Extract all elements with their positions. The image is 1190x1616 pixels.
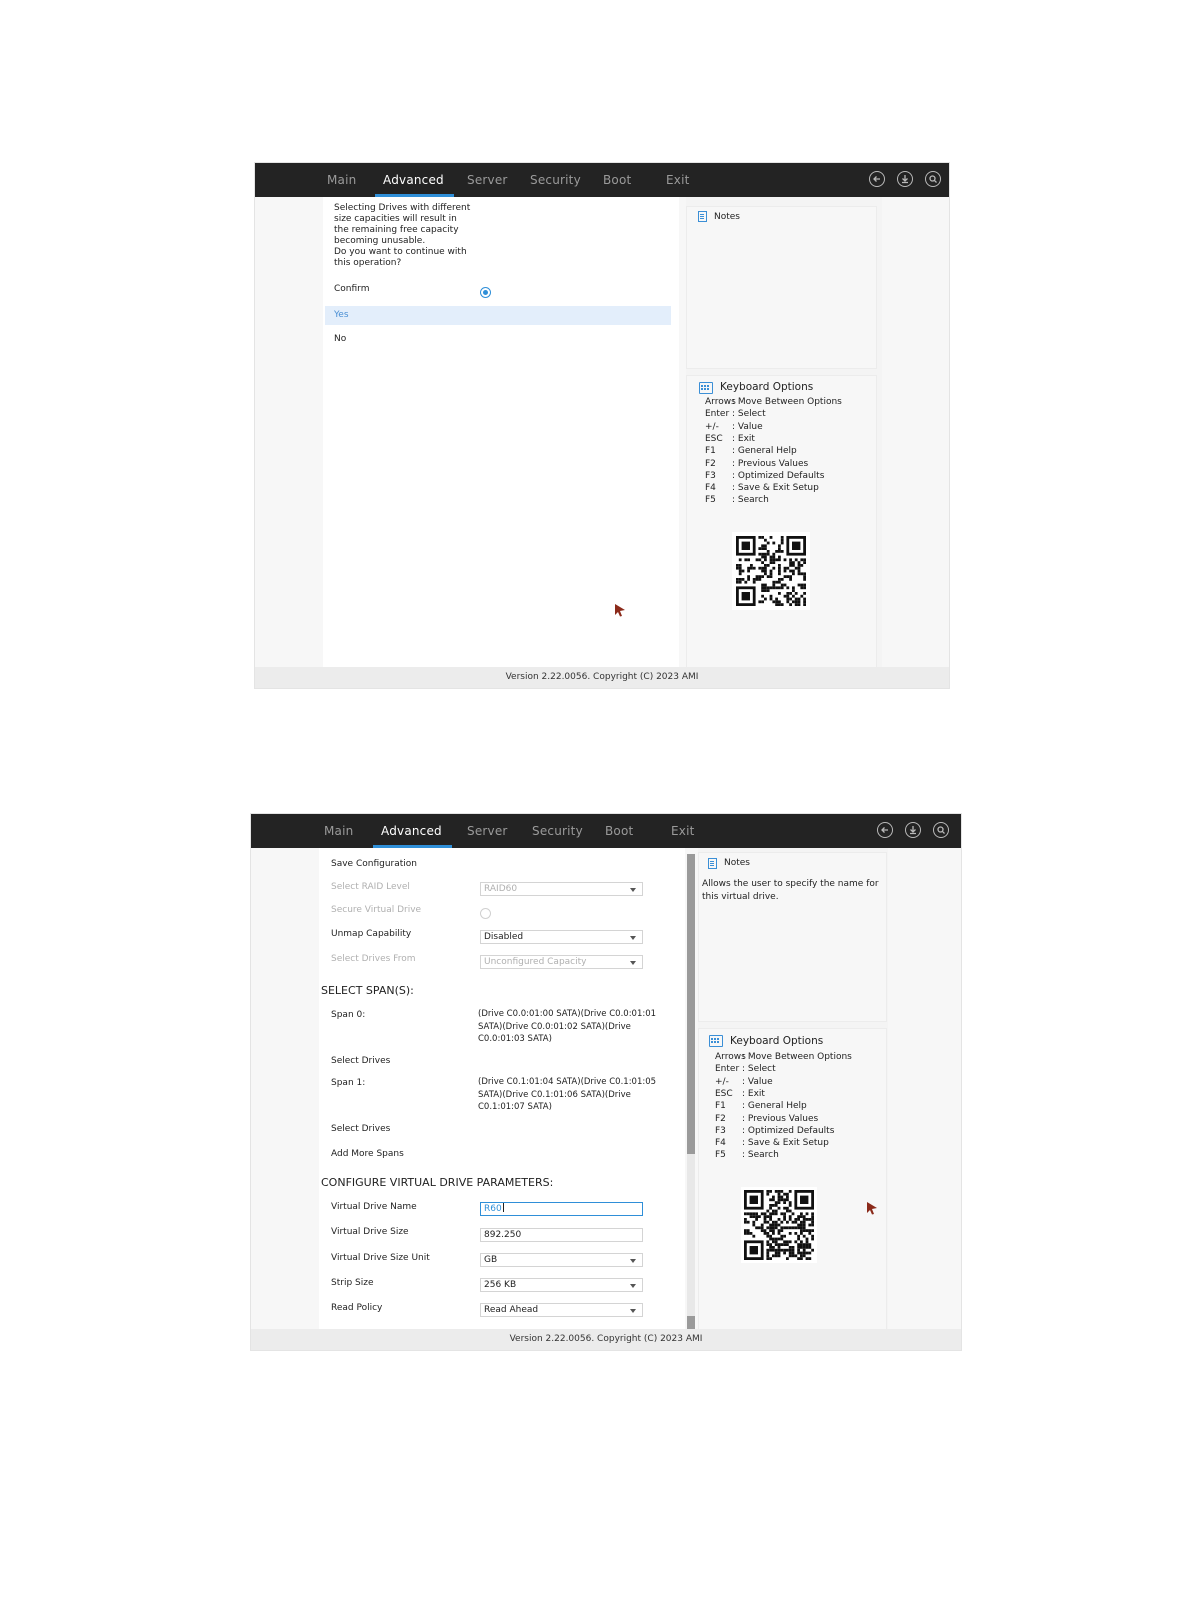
footer: Version 2.22.0056. Copyright (C) 2023 AMI (251, 1329, 961, 1350)
keyboard-option-key: ESC (705, 433, 723, 444)
keyboard-option-desc: : Previous Values (742, 1113, 819, 1124)
raid-level-value: RAID60 (484, 884, 518, 894)
tab-boot[interactable]: Boot (603, 173, 632, 187)
keyboard-option-row (715, 1064, 776, 1074)
mouse-pointer-icon (865, 1201, 879, 1215)
save-configuration[interactable]: Save Configuration (331, 859, 417, 869)
keyboard-option-desc: : Value (742, 1076, 773, 1087)
unmap-label: Unmap Capability (331, 929, 412, 939)
unmap-value: Disabled (484, 932, 524, 942)
chevron-down-icon (630, 1309, 636, 1313)
read-policy-label: Read Policy (331, 1303, 383, 1313)
keyboard-option-key: F2 (715, 1113, 726, 1124)
notes-box (698, 852, 887, 1022)
raid-level-select (480, 882, 643, 896)
option-no[interactable] (325, 330, 671, 349)
main-scrollbar[interactable] (687, 854, 695, 1331)
drives-from-select (480, 955, 643, 969)
notes-title: Notes (714, 212, 740, 222)
keyboard-icon (709, 1035, 723, 1047)
keyboard-option-desc: : Select (742, 1064, 776, 1075)
tab-exit[interactable]: Exit (666, 173, 690, 187)
keyboard-option-desc: : Previous Values (732, 458, 809, 469)
keyboard-option-desc: : Move Between Options (742, 1052, 852, 1062)
vd-name-value: R60 (484, 1204, 502, 1214)
drives-from-label: Select Drives From (331, 954, 416, 964)
keyboard-option-desc: : Save & Exit Setup (742, 1138, 829, 1149)
keyboard-option-key: Arrows (705, 397, 736, 407)
keyboard-option-key: +/- (715, 1076, 729, 1087)
tab-security[interactable]: Security (532, 824, 583, 838)
notes-icon (698, 211, 707, 222)
option-yes[interactable] (325, 306, 671, 325)
top-menu-bar (251, 814, 961, 848)
keyboard-option-row (705, 434, 755, 444)
mouse-pointer-icon (613, 603, 627, 617)
right-panel (698, 848, 888, 1331)
vd-size-value: 892.250 (484, 1230, 522, 1240)
text-cursor (503, 1203, 504, 1212)
secure-vd-label: Secure Virtual Drive (331, 905, 422, 915)
chevron-down-icon (630, 1284, 636, 1288)
notes-title: Notes (724, 858, 750, 868)
keyboard-option-key: F3 (705, 470, 716, 481)
keyboard-option-key: ESC (715, 1088, 733, 1099)
save-icon[interactable] (897, 171, 913, 187)
vd-size-input[interactable] (480, 1228, 643, 1242)
chevron-down-icon (630, 961, 636, 965)
keyboard-option-row (715, 1052, 852, 1062)
search-icon[interactable] (933, 822, 949, 838)
vd-unit-value: GB (484, 1255, 498, 1265)
tab-exit[interactable]: Exit (671, 824, 695, 838)
keyboard-option-desc: : Search (732, 495, 769, 506)
keyboard-option-desc: : General Help (732, 446, 797, 457)
confirm-label: Confirm (334, 284, 370, 294)
vd-unit-label: Virtual Drive Size Unit (331, 1253, 430, 1263)
keyboard-option-desc: : Search (742, 1150, 779, 1161)
confirm-radio[interactable] (480, 287, 491, 298)
message-line: the remaining free capacity (334, 225, 459, 235)
main-panel (319, 848, 685, 1331)
keyboard-options-title: Keyboard Options (720, 381, 814, 393)
keyboard-option-row (715, 1114, 818, 1124)
keyboard-option-key: F5 (715, 1150, 726, 1161)
span1-value: (Drive C0.1:01:04 SATA)(Drive C0.1:01:05 SATA)(Drive C0.1:01:06 SATA)(Drive C0.1:01:07 SATA) (478, 1077, 657, 1112)
keyboard-option-key: F1 (715, 1101, 726, 1112)
vd-name-input[interactable] (480, 1202, 643, 1216)
right-panel (686, 197, 882, 669)
top-menu-bar (255, 163, 949, 197)
tab-advanced[interactable]: Advanced (383, 163, 444, 197)
tab-boot[interactable]: Boot (605, 824, 634, 838)
notes-box (686, 206, 877, 369)
keyboard-option-desc: : Optimized Defaults (732, 470, 825, 481)
keyboard-option-key: Enter (705, 409, 730, 420)
message-line: this operation? (334, 258, 402, 268)
spans-heading: SELECT SPAN(S): (321, 984, 414, 997)
keyboard-option-row (715, 1077, 773, 1087)
read-policy-select[interactable] (480, 1303, 643, 1317)
tab-advanced[interactable]: Advanced (381, 814, 442, 848)
qr-code (741, 1187, 817, 1263)
keyboard-option-row (715, 1101, 807, 1111)
tab-main[interactable]: Main (324, 824, 354, 838)
keyboard-options-box (686, 375, 877, 669)
keyboard-option-desc: : Exit (742, 1088, 765, 1099)
span0-value: (Drive C0.0:01:00 SATA)(Drive C0.0:01:01 SATA)(Drive C0.0:01:02 SATA)(Drive C0.0:01:03 SATA) (478, 1009, 657, 1044)
keyboard-option-key: F2 (705, 458, 716, 469)
bios-screen-create-vd (250, 813, 962, 1351)
keyboard-option-desc: : General Help (742, 1101, 807, 1112)
select-drives-span1[interactable]: Select Drives (331, 1124, 391, 1134)
secure-vd-checkbox (480, 908, 491, 919)
keyboard-option-key: Arrows (715, 1052, 746, 1062)
tab-server[interactable]: Server (467, 824, 508, 838)
back-icon[interactable] (869, 171, 885, 187)
tab-security[interactable]: Security (530, 173, 581, 187)
keyboard-option-key: +/- (705, 421, 719, 432)
message-line: becoming unusable. (334, 236, 426, 246)
back-icon[interactable] (877, 822, 893, 838)
vd-name-label: Virtual Drive Name (331, 1202, 417, 1212)
keyboard-option-row (705, 495, 769, 505)
message-line: Selecting Drives with different (334, 203, 471, 213)
keyboard-option-key: Enter (715, 1064, 740, 1075)
strip-size-label: Strip Size (331, 1278, 374, 1288)
span1-label: Span 1: (331, 1078, 366, 1088)
unmap-select[interactable] (480, 930, 643, 944)
main-panel (323, 197, 679, 669)
keyboard-option-key: F4 (705, 483, 716, 494)
raid-level-label: Select RAID Level (331, 882, 410, 892)
keyboard-option-row (705, 446, 797, 456)
keyboard-option-key: F3 (715, 1125, 726, 1136)
vd-size-label: Virtual Drive Size (331, 1227, 409, 1237)
keyboard-option-row (705, 409, 766, 419)
message-line: size capacities will result in (334, 214, 457, 224)
read-policy-value: Read Ahead (484, 1305, 539, 1315)
select-drives-span0[interactable]: Select Drives (331, 1056, 391, 1066)
params-heading: CONFIGURE VIRTUAL DRIVE PARAMETERS: (321, 1176, 554, 1189)
vd-unit-select[interactable] (480, 1253, 643, 1267)
keyboard-option-row (705, 483, 819, 493)
keyboard-option-row (705, 459, 808, 469)
keyboard-option-row (705, 422, 763, 432)
bios-screen-confirm (254, 162, 950, 689)
keyboard-option-row (705, 397, 842, 407)
keyboard-icon (699, 382, 713, 394)
keyboard-option-desc: : Save & Exit Setup (732, 483, 819, 494)
keyboard-option-row (715, 1126, 834, 1136)
search-icon[interactable] (925, 171, 941, 187)
keyboard-option-desc: : Value (732, 421, 763, 432)
footer: Version 2.22.0056. Copyright (C) 2023 AMI (255, 667, 949, 688)
keyboard-option-key: F5 (705, 495, 716, 506)
keyboard-option-row (705, 471, 824, 481)
keyboard-option-key: F4 (715, 1138, 726, 1149)
keyboard-option-desc: : Optimized Defaults (742, 1125, 835, 1136)
span0-label: Span 0: (331, 1010, 366, 1020)
keyboard-options-box (698, 1028, 887, 1331)
notes-icon (708, 858, 717, 869)
scrollbar-thumb[interactable] (687, 854, 695, 1154)
option-yes-label: Yes (334, 310, 349, 320)
chevron-down-icon (630, 888, 636, 892)
keyboard-option-key: F1 (705, 446, 716, 457)
add-more-spans[interactable]: Add More Spans (331, 1149, 404, 1159)
strip-size-select[interactable] (480, 1278, 643, 1292)
chevron-down-icon (630, 936, 636, 940)
qr-code (732, 532, 810, 610)
strip-size-value: 256 KB (484, 1280, 517, 1290)
keyboard-option-desc: : Select (732, 409, 766, 420)
save-icon[interactable] (905, 822, 921, 838)
message-line: Do you want to continue with (334, 247, 467, 257)
tab-server[interactable]: Server (467, 173, 508, 187)
keyboard-option-row (715, 1150, 779, 1160)
keyboard-option-row (715, 1138, 829, 1148)
tab-main[interactable]: Main (327, 173, 357, 187)
keyboard-option-row (715, 1089, 765, 1099)
keyboard-option-desc: : Move Between Options (732, 397, 842, 407)
option-no-label: No (334, 334, 347, 344)
keyboard-option-desc: : Exit (732, 433, 755, 444)
notes-text: Allows the user to specify the name for this virtual drive. (702, 879, 879, 902)
confirm-message (334, 203, 470, 268)
drives-from-value: Unconfigured Capacity (484, 957, 587, 967)
chevron-down-icon (630, 1259, 636, 1263)
keyboard-options-title: Keyboard Options (730, 1035, 824, 1047)
